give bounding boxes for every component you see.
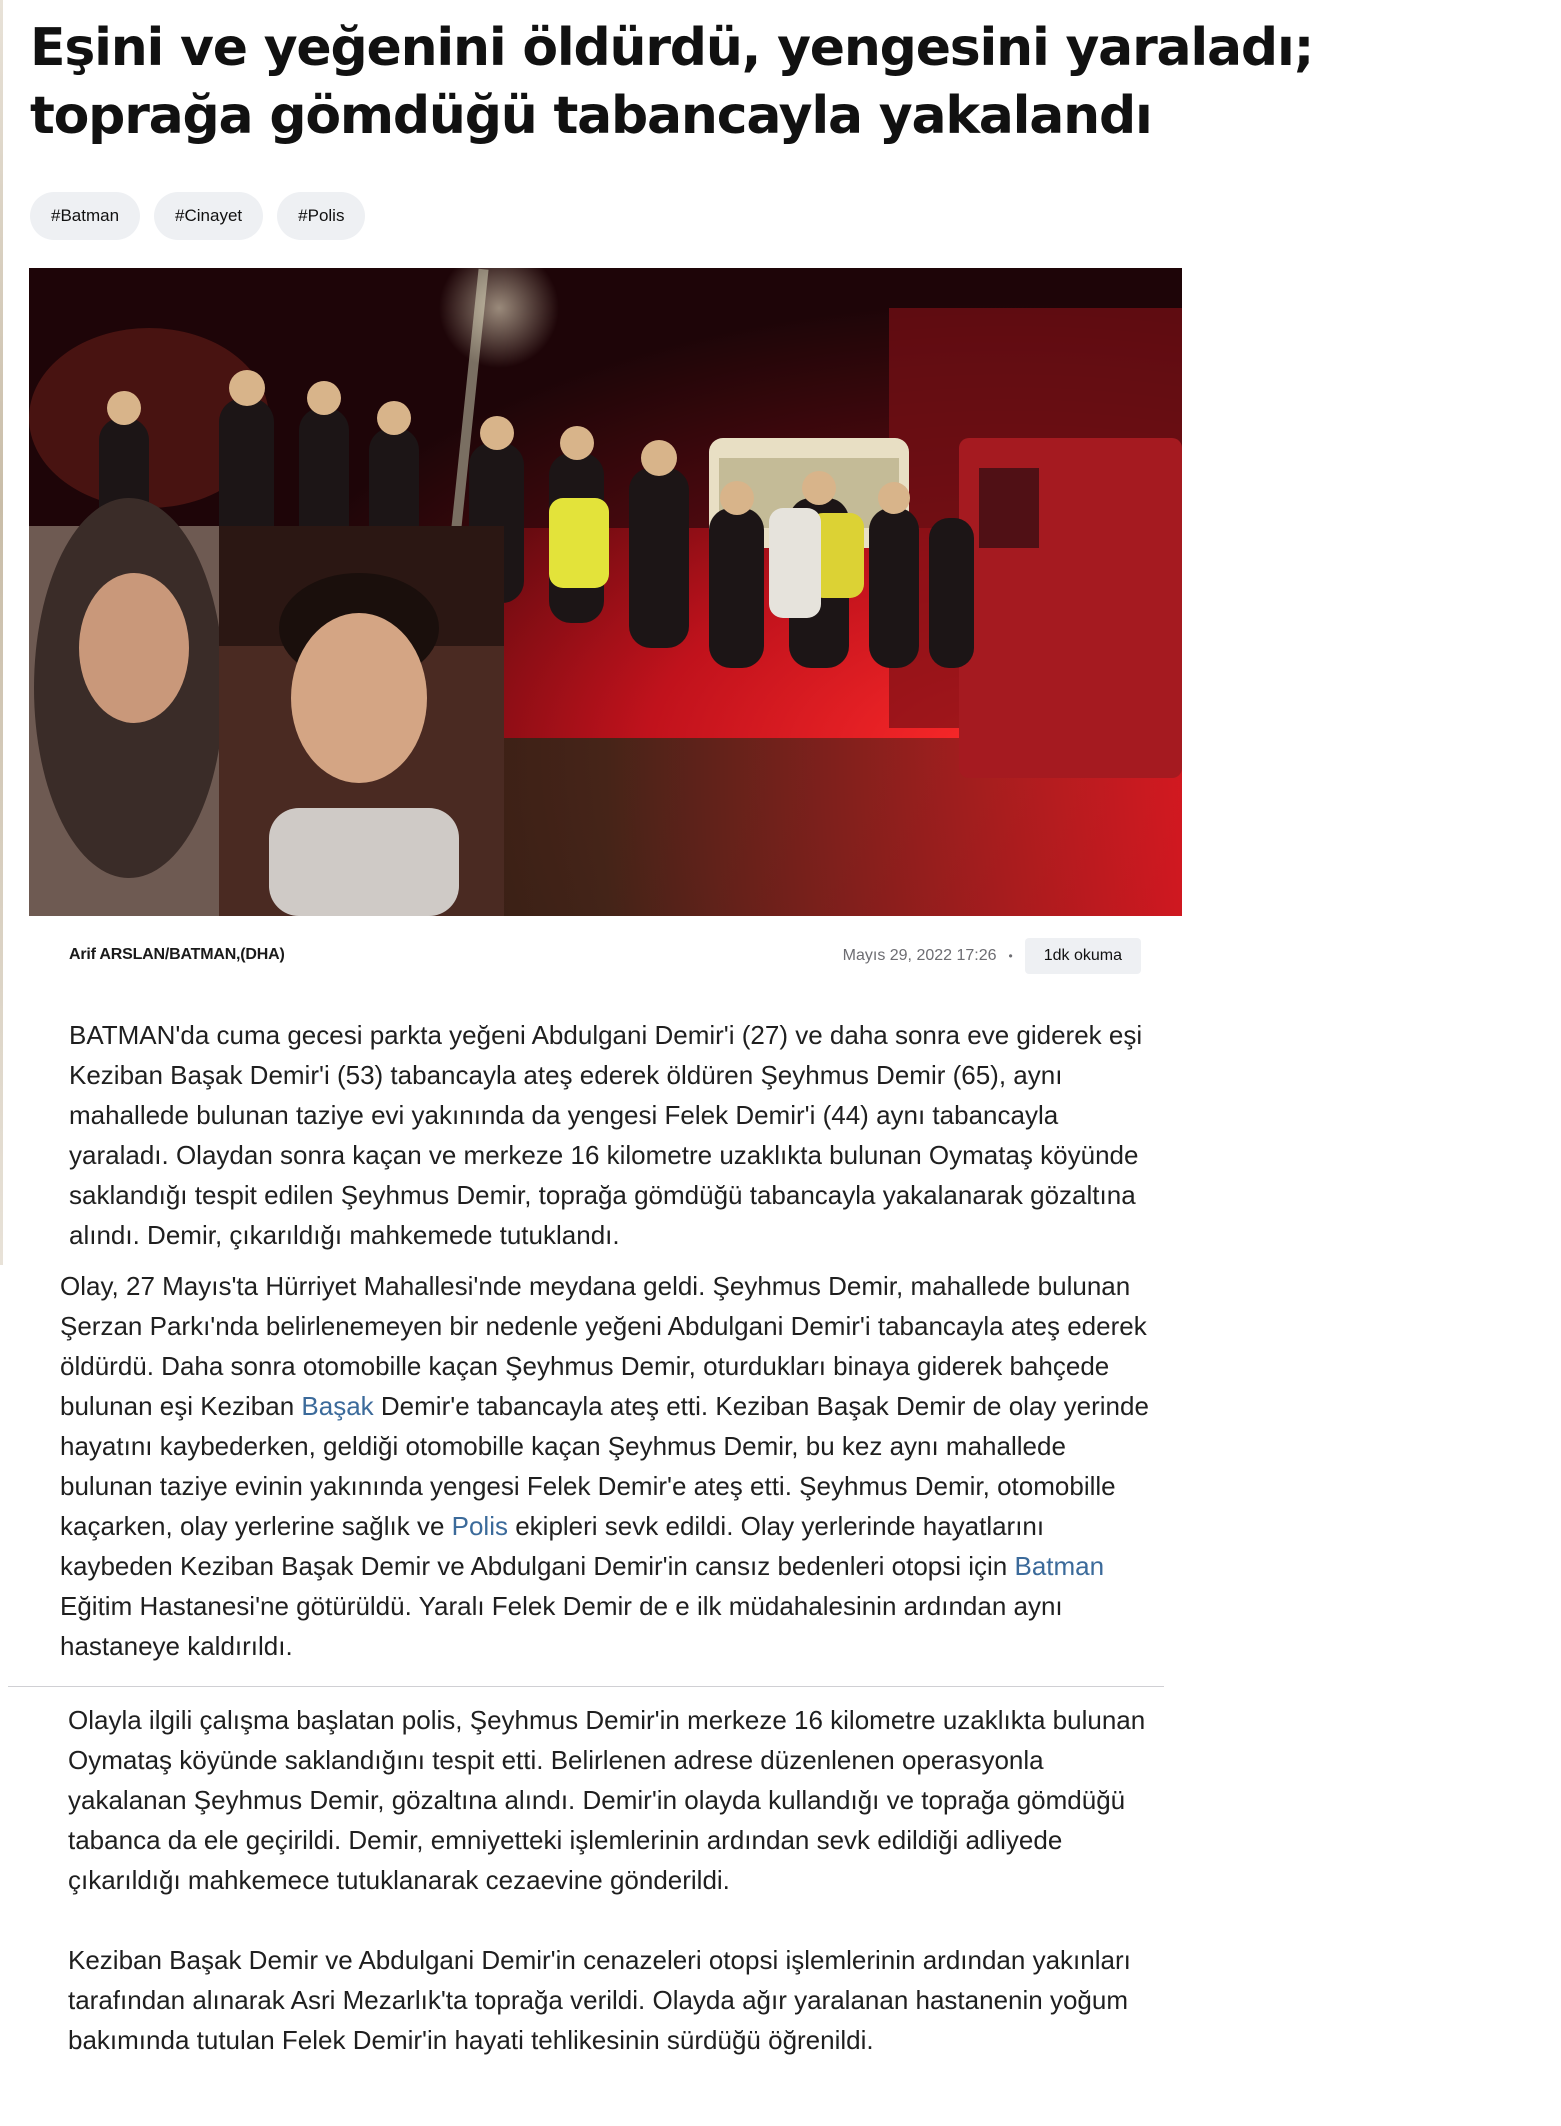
tag-link-basak[interactable]: Başak [301,1391,374,1421]
publish-date: Mayıs 29, 2022 17:26 [842,947,997,964]
article-paragraph-4: Keziban Başak Demir ve Abdulgani Demir'in cenazeleri otopsi işlemlerinin ardından yakınları tarafından alınarak Asri Mezarlık'ta toprağa verildi. Olayda ağır yaralanan hastanenin yoğum bakımında tutulan Felek Demir'in hayati tehlikesinin sürdüğü öğrenildi. [68,1945,1131,2055]
article-byline: Arif ARSLAN/BATMAN,(DHA) [69,946,285,963]
tag-batman[interactable]: #Batman [30,192,140,240]
page-edge-strip [0,0,3,1265]
article-paragraph-3: Olayla ilgili çalışma başlatan polis, Şeyhmus Demir'in merkeze 16 kilometre uzaklıkta bulunan Oymataş köyünde saklandığını tespit etti. Belirlenen adrese düzenlenen operasyonla yakalanan Şeyhmus Demir, gözaltına alındı. Demir'in olayda kullandığı ve toprağa gömdüğü tabanca da ele geçirildi. Demir, emniyetteki işlemlerinin ardından sevk edildiği adliyede çıkarıldığı mahkemece tutuklanarak cezaevine gönderildi. [68,1705,1146,1895]
tag-link-batman[interactable]: Batman [1014,1551,1105,1581]
read-time-badge: 1dk okuma [1025,938,1141,974]
paragraph-text: ekipleri sevk edildi. Olay yerlerinde hayatlarını kaybeden Keziban Başak Demir ve Abdulgani Demir'in cansız bedenleri otopsi için [60,1511,1045,1581]
meta-separator: • [1008,949,1013,963]
section-divider [8,1686,1164,1687]
tag-polis[interactable]: #Polis [277,192,365,240]
tag-cinayet[interactable]: #Cinayet [154,192,263,240]
article-paragraph-2 [60,1266,1150,1666]
tag-link-polis[interactable]: Polis [451,1511,508,1541]
article-lead: BATMAN'da cuma gecesi parkta yeğeni Abdulgani Demir'i (27) ve daha sonra eve giderek eşi Keziban Başak Demir'i (53) tabancayla ateş ederek öldüren Şeyhmus Demir (65), aynı mahallede bulunan taziye evi yakınında da yengesi Felek Demir'i (44) aynı tabancayla yaraladı. Olaydan sonra kaçan ve merkeze 16 kilometre uzaklıkta bulunan Oymataş köyünde saklandığı tespit edilen Şeyhmus Demir, toprağa gömdüğü tabancayla yakalanarak gözaltına alındı. Demir, çıkarıldığı mahkemede tutuklandı. [69,1020,1143,1250]
tag-list [30,192,365,240]
paragraph-text: Olay, 27 Mayıs'ta Hürriyet Mahallesi'nde meydana geldi. Şeyhmus Demir, mahallede bulunan Şerzan Parkı'nda belirlenemeyen bir nedenle yeğeni Abdulgani Demir'i tabancayla ateş ederek öldürdü. Daha sonra otomobille kaçan Şeyhmus Demir, oturdukları binaya giderek bahçede bulunan eşi Keziban [60,1271,1147,1421]
paragraph-text: Eğitim Hastanesi'ne götürüldü. Yaralı Felek Demir de e ilk müdahalesinin ardından aynı hastaneye kaldırıldı. [60,1591,1063,1661]
paragraph-text: Demir'e tabancayla ateş etti. Keziban Başak Demir de olay yerinde hayatını kaybederken, geldiği otomobille kaçan Şeyhmus Demir, bu kez aynı mahallede bulunan taziye evinin yakınında yengesi Felek Demir'e ateş etti. Şeyhmus Demir, otomobille kaçarken, olay yerlerine sağlık ve [60,1391,1149,1541]
article-meta [843,938,1141,974]
article-headline: Eşini ve yeğenini öldürdü, yengesini yaraladı; toprağa gömdüğü tabancayla yakalandı [30,18,1314,146]
hero-photo [29,268,1182,916]
